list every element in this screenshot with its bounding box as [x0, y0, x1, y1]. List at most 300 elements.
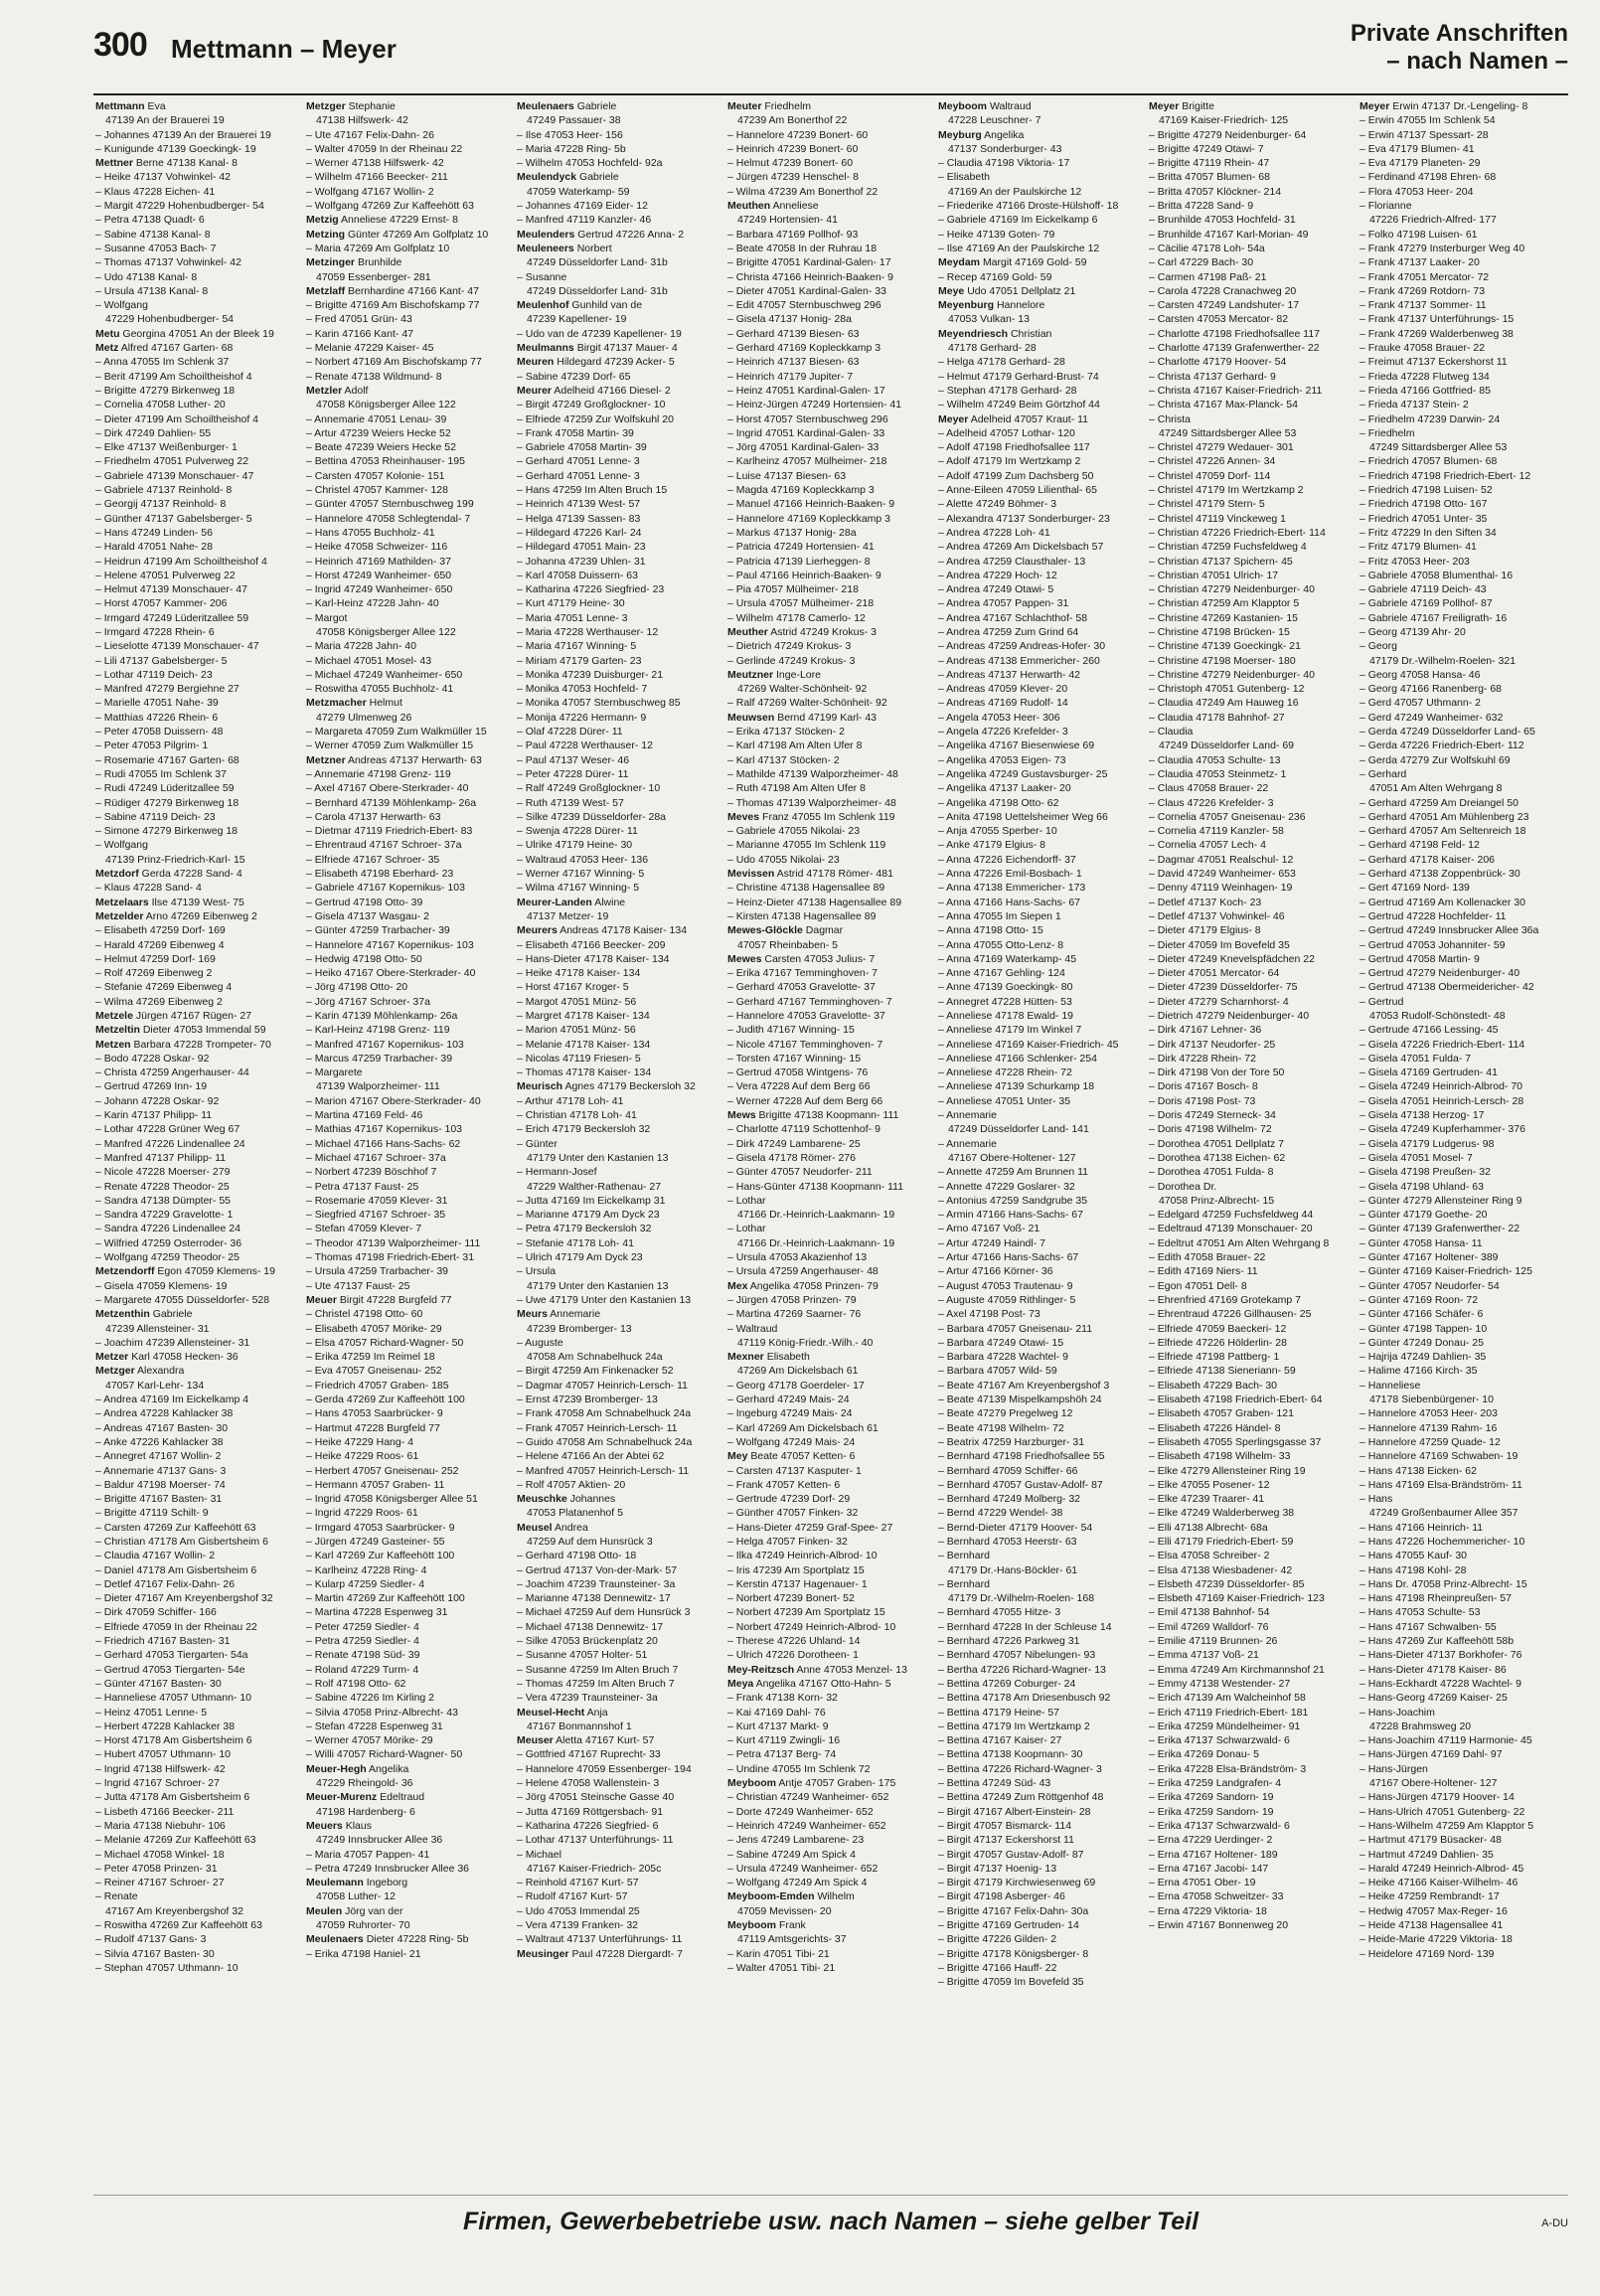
- directory-entry: [95, 312, 300, 326]
- directory-entry: [727, 1406, 932, 1420]
- entry-text: – Doris 47167 Bosch- 8: [1149, 1080, 1258, 1093]
- entry-text: – Christoph 47051 Gutenberg- 12: [1149, 683, 1305, 696]
- entry-surname: Meulendyck: [517, 171, 577, 184]
- directory-entry: [1149, 725, 1354, 738]
- directory-entry: [1149, 228, 1354, 242]
- directory-entry: [95, 980, 300, 994]
- entry-text: – Elisabeth 47055 Sperlingsgasse 37: [1149, 1435, 1322, 1448]
- entry-text: – Christa 47166 Heinrich-Baaken- 9: [727, 270, 893, 283]
- entry-text: – Anneliese 47139 Schurkamp 18: [938, 1080, 1095, 1093]
- directory-entry: [306, 682, 511, 696]
- entry-text: – Auguste 47059 Rithlinger- 5: [938, 1293, 1076, 1306]
- directory-entry: [938, 1478, 1143, 1492]
- entry-text: – Lothar 47137 Unterführungs- 11: [517, 1834, 674, 1847]
- directory-entry: [517, 1790, 721, 1804]
- entry-text: 47137 Metzer- 19: [527, 909, 609, 922]
- entry-text: – Wilfried 47259 Osterroder- 36: [95, 1236, 242, 1249]
- directory-entry: [938, 1108, 1143, 1122]
- entry-text: – Manfred 47057 Heinrich-Lersch- 11: [517, 1464, 690, 1477]
- directory-entry: [1360, 370, 1564, 384]
- directory-entry: [1360, 682, 1564, 696]
- entry-text: – Harald 47269 Eibenweg 4: [95, 938, 225, 951]
- entry-text: – Dieter 47167 Am Kreyenbergshof 32: [95, 1592, 273, 1605]
- entry-text: 47179 Unter den Kastanien 13: [527, 1151, 669, 1164]
- directory-entry: [1149, 682, 1354, 696]
- directory-entry: [1360, 668, 1564, 682]
- entry-surname: Meuschke: [517, 1493, 567, 1506]
- directory-entry: [1149, 1052, 1354, 1066]
- entry-text: – Carmen 47198 Paß- 21: [1149, 270, 1267, 283]
- directory-entry: [306, 738, 511, 752]
- entry-text: – Günter 47166 Schäfer- 6: [1360, 1308, 1484, 1321]
- directory-entry: [727, 1322, 932, 1336]
- entry-text: – Reinhold 47167 Kurt- 57: [517, 1877, 639, 1889]
- entry-text: – Stefan 47228 Espenweg 31: [306, 1720, 443, 1732]
- directory-entry: [517, 1862, 721, 1876]
- entry-text: – Jürgen 47058 Prinzen- 79: [727, 1293, 857, 1306]
- entry-text: – Horst 47167 Kroger- 5: [517, 981, 629, 994]
- entry-text: – Angelika 47249 Gustavsburger- 25: [938, 767, 1108, 780]
- entry-text: – Günter 47169 Roon- 72: [1360, 1293, 1479, 1306]
- directory-entry: [95, 1208, 300, 1222]
- entry-text: – Hans-Wilhelm 47259 Am Klapptor 5: [1360, 1819, 1534, 1832]
- directory-entry: [95, 1165, 300, 1179]
- entry-text: Gunhild van de: [571, 299, 643, 312]
- entry-text: – Ferdinand 47198 Ehren- 68: [1360, 171, 1497, 184]
- entry-text: – Peter 47058 Prinzen- 31: [95, 1862, 218, 1875]
- directory-entry: [727, 867, 932, 881]
- directory-entry: [95, 1932, 300, 1946]
- directory-entry: [1360, 1862, 1564, 1876]
- entry-text: – Bernd 47229 Wendel- 38: [938, 1507, 1063, 1520]
- entry-text: – Frank 47137 Unterführungs- 15: [1360, 313, 1515, 326]
- entry-text: 47053 Rudolf-Schönstedt- 48: [1369, 1010, 1506, 1022]
- directory-entry: [95, 1876, 300, 1889]
- entry-text: – Hans-Jürgen: [1360, 1762, 1428, 1775]
- directory-entry: [938, 1848, 1143, 1862]
- entry-text: – Werner 47138 Hilfswerk- 42: [306, 157, 444, 170]
- directory-entry: [1360, 639, 1564, 653]
- entry-surname: Meyboom: [938, 100, 988, 112]
- directory-entry: [95, 753, 300, 767]
- entry-text: Carsten 47053 Julius- 7: [764, 952, 876, 965]
- entry-text: – Elisabeth 47198 Friedrich-Ebert- 64: [1149, 1394, 1323, 1406]
- directory-entry: [727, 1492, 932, 1506]
- entry-text: – Manuel 47166 Heinrich-Baaken- 9: [727, 498, 895, 511]
- directory-entry: [727, 938, 932, 952]
- entry-text: Eva: [147, 100, 166, 112]
- entry-text: – Charlotte 47139 Grafenwerther- 22: [1149, 342, 1320, 355]
- entry-text: – Hannelore 47259 Quade- 12: [1360, 1435, 1501, 1448]
- entry-text: 47179 Dr.-Wilhelm-Roelen- 168: [948, 1592, 1095, 1605]
- directory-entry: [1360, 1194, 1564, 1208]
- directory-entry: [1360, 355, 1564, 369]
- directory-entry: [727, 725, 932, 738]
- entry-text: – Undine 47055 Im Schlenk 72: [727, 1762, 871, 1775]
- entry-text: – Hans-Joachim: [1360, 1706, 1435, 1719]
- entry-text: – Barbara 47057 Gneisenau- 211: [938, 1322, 1093, 1335]
- entry-text: – Anna 47226 Eichendorff- 37: [938, 853, 1076, 866]
- entry-surname: Mews: [727, 1109, 756, 1122]
- directory-entry: [1149, 384, 1354, 398]
- directory-entry: [1149, 1307, 1354, 1321]
- directory-entry: [517, 1805, 721, 1819]
- entry-text: – Hajrija 47249 Dahlien- 35: [1360, 1351, 1487, 1364]
- directory-entry: [1149, 596, 1354, 610]
- directory-entry: [517, 412, 721, 426]
- directory-entry: [1360, 398, 1564, 411]
- directory-entry: [95, 909, 300, 923]
- entry-surname: Meulenhof: [517, 299, 569, 312]
- entry-text: – Erna 47229 Viktoria- 18: [1149, 1904, 1267, 1917]
- directory-entry: [95, 582, 300, 596]
- entry-text: – Wolfgang: [95, 839, 148, 852]
- entry-text: – Hans 47259 Im Alten Bruch 15: [517, 484, 668, 497]
- entry-text: – Sandra 47226 Lindenallee 24: [95, 1223, 240, 1235]
- entry-surname: Meydam: [938, 256, 981, 269]
- directory-entry: [95, 725, 300, 738]
- directory-entry: [95, 738, 300, 752]
- entry-text: – Christian 47259 Fuchsfeldweg 4: [1149, 541, 1307, 554]
- entry-text: – Berit 47199 Am Schoiltheishof 4: [95, 370, 252, 383]
- entry-text: Anneliese: [772, 200, 819, 213]
- directory-entry: [727, 113, 932, 127]
- directory-entry: [1360, 1549, 1564, 1562]
- entry-surname: Meyendriesch: [938, 327, 1009, 340]
- entry-text: – Beatrix 47259 Harzburger- 31: [938, 1435, 1085, 1448]
- entry-text: Klaus: [345, 1819, 372, 1832]
- directory-entry: [1149, 1648, 1354, 1662]
- directory-entry: [306, 796, 511, 810]
- directory-entry: [95, 1137, 300, 1151]
- entry-text: – Beate 47279 Pregelweg 12: [938, 1407, 1073, 1420]
- entry-text: – Recep 47169 Gold- 59: [938, 270, 1052, 283]
- directory-entry: [938, 1833, 1143, 1847]
- entry-text: – Thomas 47259 Im Alten Bruch 7: [517, 1677, 675, 1690]
- entry-text: Anneliese 47229 Ernst- 8: [341, 214, 458, 227]
- entry-text: Barbara 47228 Trompeter- 70: [133, 1038, 271, 1051]
- directory-entry: [727, 242, 932, 255]
- directory-entry: [95, 1549, 300, 1562]
- entry-text: – Gerhard 47138 Zoppenbrück- 30: [1360, 868, 1520, 881]
- directory-entry: [517, 1776, 721, 1790]
- entry-text: – Angela 47053 Heer- 306: [938, 711, 1060, 724]
- entry-text: Egon 47059 Klemens- 19: [157, 1265, 275, 1278]
- entry-surname: Mexner: [727, 1351, 764, 1364]
- entry-text: – Fritz 47229 In den Siften 34: [1360, 526, 1497, 539]
- directory-entry: [306, 1449, 511, 1463]
- directory-entry: [306, 1918, 511, 1932]
- directory-entry: [95, 327, 300, 341]
- directory-entry: [517, 355, 721, 369]
- directory-entry: [1149, 1918, 1354, 1932]
- directory-entry: [517, 540, 721, 554]
- entry-text: – Georg 47178 Goerdeler- 17: [727, 1379, 865, 1392]
- directory-entry: [727, 1833, 932, 1847]
- directory-entry: [727, 1307, 932, 1321]
- entry-text: – Irmgard 47053 Saarbrücker- 9: [306, 1521, 455, 1534]
- directory-entry: [727, 1094, 932, 1108]
- entry-text: – Rosemarie 47167 Garten- 68: [95, 753, 240, 766]
- entry-text: – Gabriele 47167 Kopernikus- 103: [306, 882, 465, 895]
- directory-entry: [517, 1720, 721, 1733]
- directory-entry: [938, 228, 1143, 242]
- directory-entry: [306, 1492, 511, 1506]
- entry-text: – Heide 47138 Hagensallee 41: [1360, 1919, 1504, 1931]
- entry-text: – Karin 47051 Tibi- 21: [727, 1947, 830, 1960]
- directory-entry: [1149, 668, 1354, 682]
- entry-text: – Stefan 47059 Klever- 7: [306, 1223, 422, 1235]
- entry-surname: Meuer-Murenz: [306, 1791, 378, 1804]
- directory-entry: [517, 454, 721, 468]
- entry-surname: Meyer: [938, 412, 969, 425]
- entry-text: – Sabine 47138 Kanal- 8: [95, 228, 211, 241]
- entry-text: – Cornelia 47057 Gneisenau- 236: [1149, 810, 1306, 823]
- directory-entry: [1360, 99, 1564, 113]
- entry-text: – Harald 47249 Heinrich-Albrod- 45: [1360, 1862, 1524, 1875]
- entry-text: – Elfriede 47059 Baeckeri- 12: [1149, 1322, 1287, 1335]
- entry-text: – Hartmut 47179 Büsacker- 48: [1360, 1834, 1502, 1847]
- entry-text: – Gertrud 47053 Johanniter- 59: [1360, 938, 1506, 951]
- directory-entry: [938, 1449, 1143, 1463]
- entry-text: – Bernhard 47249 Molberg- 32: [938, 1493, 1081, 1506]
- directory-entry: [95, 867, 300, 881]
- entry-text: – Gertrud 47138 Obermeidericher- 42: [1360, 981, 1534, 994]
- entry-text: – Wilhelm 47178 Camerlo- 12: [727, 611, 866, 624]
- directory-entry: [306, 497, 511, 511]
- directory-entry: [517, 738, 721, 752]
- entry-text: Helmut: [369, 697, 402, 710]
- directory-entry: [1149, 1805, 1354, 1819]
- directory-entry: [306, 1222, 511, 1235]
- directory-entry: [1149, 853, 1354, 867]
- entry-text: – Gerda 47269 Zur Kaffeehött 100: [306, 1394, 465, 1406]
- directory-entry: [1360, 1947, 1564, 1961]
- entry-text: – Anneliese 47169 Kaiser-Friedrich- 45: [938, 1038, 1119, 1051]
- directory-entry: [95, 668, 300, 682]
- directory-entry: [727, 1364, 932, 1378]
- directory-entry: [938, 497, 1143, 511]
- footer-code: A-DU: [1541, 2217, 1568, 2229]
- entry-text: Ingeborg: [366, 1877, 408, 1889]
- entry-text: – Brigitte 47169 Am Bischofskamp 77: [306, 299, 480, 312]
- directory-entry: [517, 654, 721, 668]
- directory-entry: [727, 1066, 932, 1079]
- directory-entry: [1360, 526, 1564, 540]
- entry-text: – Joachim 47239 Traunsteiner- 3a: [517, 1577, 676, 1590]
- entry-text: – Annemarie 47051 Lenau- 39: [306, 412, 447, 425]
- entry-text: – Gabriele 47058 Martin- 39: [517, 441, 647, 454]
- directory-entry: [1149, 1023, 1354, 1037]
- entry-text: – Petra 47259 Siedler- 4: [306, 1635, 419, 1648]
- directory-entry: [1360, 1066, 1564, 1079]
- entry-text: – Hedwig 47057 Max-Reger- 16: [1360, 1904, 1508, 1917]
- directory-entry: [1149, 1322, 1354, 1336]
- directory-entry: [1149, 1108, 1354, 1122]
- entry-surname: Meurer: [517, 384, 553, 397]
- entry-text: 47058 Prinz-Albrecht- 15: [1159, 1194, 1275, 1207]
- directory-entry: [1149, 1605, 1354, 1619]
- directory-entry: [95, 497, 300, 511]
- entry-text: – Elisabeth 47259 Dorf- 169: [95, 924, 226, 937]
- directory-entry: [1149, 1620, 1354, 1634]
- directory-entry: [1360, 1094, 1564, 1108]
- entry-text: – Charlotte 47179 Hoover- 54: [1149, 356, 1287, 369]
- entry-text: – Manfred 47119 Kanzler- 46: [517, 214, 652, 227]
- entry-text: – Gisela 47179 Ludgerus- 98: [1360, 1137, 1495, 1150]
- directory-entry: [517, 99, 721, 113]
- entry-text: – Dagmar 47051 Realschul- 12: [1149, 853, 1294, 866]
- directory-entry: [1360, 1322, 1564, 1336]
- directory-entry: [1149, 738, 1354, 752]
- entry-text: – Brigitte 47279 Birkenweg 18: [95, 384, 236, 397]
- directory-entry: [517, 1222, 721, 1235]
- entry-text: – Dieter 47239 Düsseldorfer- 75: [1149, 981, 1298, 994]
- entry-text: – Peter 47053 Pilgrim- 1: [95, 739, 209, 752]
- entry-text: – Angelika 47167 Biesenwiese 69: [938, 739, 1095, 752]
- entry-text: – Anna 47166 Hans-Sachs- 67: [938, 896, 1081, 908]
- directory-entry: [938, 555, 1143, 569]
- entry-surname: Meurs: [517, 1308, 548, 1321]
- directory-entry: [306, 1236, 511, 1250]
- entry-text: Adelheid 47166 Diesel- 2: [554, 384, 671, 397]
- entry-text: – Erika 47259 Mündelheimer- 91: [1149, 1720, 1301, 1732]
- directory-entry: [95, 838, 300, 852]
- entry-text: – Maria 47228 Jahn- 40: [306, 640, 416, 653]
- entry-text: – Bettina 47179 Im Wertzkamp 2: [938, 1720, 1090, 1732]
- entry-text: – Adolf 47179 Im Wertzkamp 2: [938, 455, 1081, 468]
- directory-entry: [938, 1364, 1143, 1378]
- directory-entry: [306, 1293, 511, 1307]
- directory-entry: [938, 1591, 1143, 1605]
- directory-entry: [306, 199, 511, 213]
- entry-text: – Ehrentraud 47226 Gillhausen- 25: [1149, 1308, 1312, 1321]
- entry-text: – Rosemarie 47059 Klever- 31: [306, 1194, 448, 1207]
- entry-text: – Marcus 47259 Trarbacher- 39: [306, 1052, 453, 1065]
- entry-text: – Christa: [1149, 412, 1192, 425]
- directory-entry: [1149, 625, 1354, 639]
- entry-text: – Wilma 47167 Winning- 5: [517, 882, 640, 895]
- entry-text: – Silke 47239 Düsseldorfer- 28a: [517, 810, 667, 823]
- directory-entry: [306, 469, 511, 483]
- directory-entry: [938, 185, 1143, 199]
- directory-entry: [306, 1521, 511, 1535]
- directory-entry: [517, 497, 721, 511]
- entry-text: – Martina 47169 Feld- 46: [306, 1109, 423, 1122]
- entry-text: – Ulrich 47179 Am Dyck 23: [517, 1251, 643, 1264]
- entry-text: – Heinz-Dieter 47138 Hagensallee 89: [727, 896, 902, 908]
- entry-text: – Dirk 47249 Lambarene- 25: [727, 1137, 861, 1150]
- directory-entry: [1149, 938, 1354, 952]
- directory-entry: [517, 384, 721, 398]
- directory-entry: [1360, 1492, 1564, 1506]
- entry-text: – Dieter 47249 Knevelspfädchen 22: [1149, 952, 1315, 965]
- entry-text: – Udo 47053 Immendal 25: [517, 1904, 640, 1917]
- directory-entry: [1360, 1691, 1564, 1705]
- entry-text: – Monija 47226 Hermann- 9: [517, 711, 647, 724]
- entry-text: – Ingeburg 47249 Mais- 24: [727, 1407, 853, 1420]
- directory-entry: [1149, 1747, 1354, 1761]
- entry-text: – Eva 47179 Blumen- 41: [1360, 142, 1475, 155]
- entry-text: – Udo 47055 Nikolai- 23: [727, 853, 840, 866]
- directory-entry: [938, 1549, 1143, 1562]
- entry-text: – Adolf 47199 Zum Dachsberg 50: [938, 469, 1094, 482]
- entry-text: – Mathias 47167 Kopernikus- 103: [306, 1123, 463, 1136]
- entry-text: – Annemarie 47137 Gans- 3: [95, 1464, 227, 1477]
- directory-entry: [306, 1620, 511, 1634]
- directory-entry: [1360, 753, 1564, 767]
- directory-entry: [95, 1094, 300, 1108]
- directory-entry: [306, 1264, 511, 1278]
- entry-text: – Petra 47137 Faust- 25: [306, 1180, 419, 1193]
- entry-text: – Edith 47058 Brauer- 22: [1149, 1251, 1266, 1264]
- entry-text: Gerda 47228 Sand- 4: [141, 868, 242, 881]
- entry-text: – Luise 47137 Biesen- 63: [727, 469, 847, 482]
- entry-text: – Christian 47137 Spichern- 45: [1149, 555, 1293, 568]
- directory-entry: [517, 440, 721, 454]
- entry-text: – Thomas 47198 Friedrich-Ebert- 31: [306, 1251, 475, 1264]
- entry-text: 47137 Sonderburger- 43: [948, 142, 1062, 155]
- directory-column: [93, 99, 304, 2147]
- directory-entry: [95, 1947, 300, 1961]
- entry-text: – Karl 47269 Zur Kaffeehött 100: [306, 1550, 455, 1562]
- entry-text: – Hanneliese 47057 Uthmann- 10: [95, 1692, 252, 1705]
- directory-column: [1147, 99, 1358, 2147]
- entry-text: – Erika 47228 Elsa-Brändström- 3: [1149, 1762, 1307, 1775]
- directory-entry: [727, 767, 932, 781]
- directory-entry: [727, 1151, 932, 1165]
- directory-entry: [938, 199, 1143, 213]
- entry-text: – Hannelore 47169 Schwaben- 19: [1360, 1450, 1519, 1463]
- entry-text: Hannelore: [996, 299, 1045, 312]
- directory-entry: [517, 668, 721, 682]
- directory-entry: [1149, 1876, 1354, 1889]
- directory-entry: [95, 938, 300, 952]
- directory-entry: [727, 1264, 932, 1278]
- directory-column: [1358, 99, 1568, 2147]
- entry-text: – Wilhelm 47053 Hochfeld- 92a: [517, 157, 663, 170]
- entry-text: – Hannelore 47053 Heer- 203: [1360, 1407, 1498, 1420]
- directory-entry: [938, 767, 1143, 781]
- directory-entry: [938, 1122, 1143, 1136]
- entry-surname: Metzner: [306, 753, 346, 766]
- directory-entry: [727, 1677, 932, 1691]
- directory-entry: [95, 639, 300, 653]
- directory-entry: [1360, 1236, 1564, 1250]
- entry-text: – Walter 47059 In der Rheinau 22: [306, 142, 463, 155]
- directory-entry: [1149, 796, 1354, 810]
- directory-entry: [306, 1663, 511, 1677]
- directory-entry: [95, 99, 300, 113]
- entry-text: – Hans 47138 Eicken- 62: [1360, 1464, 1477, 1477]
- directory-entry: [1360, 142, 1564, 156]
- directory-entry: [938, 398, 1143, 411]
- entry-text: – Ruth 47198 Am Alten Ufer 8: [727, 782, 866, 795]
- entry-text: – Norbert 47169 Am Bischofskamp 77: [306, 356, 482, 369]
- directory-entry: [1360, 1876, 1564, 1889]
- directory-entry: [727, 1222, 932, 1235]
- entry-text: – Hans 47198 Kohl- 28: [1360, 1563, 1467, 1576]
- entry-text: – Eva 47179 Planeten- 29: [1360, 157, 1481, 170]
- entry-text: – Reiner 47167 Schroer- 27: [95, 1877, 225, 1889]
- entry-text: – Christian 47226 Friedrich-Ebert- 114: [1149, 526, 1326, 539]
- entry-text: – Hans-Dieter 47178 Kaiser- 86: [1360, 1663, 1507, 1676]
- directory-entry: [938, 824, 1143, 838]
- entry-text: – Gerhard 47167 Temminghoven- 7: [727, 995, 892, 1008]
- entry-text: – Peter 47228 Dürer- 11: [517, 767, 629, 780]
- entry-text: – Dirk 47167 Lehner- 36: [1149, 1024, 1262, 1037]
- entry-text: – Brigitte 47166 Hauff- 22: [938, 1961, 1057, 1974]
